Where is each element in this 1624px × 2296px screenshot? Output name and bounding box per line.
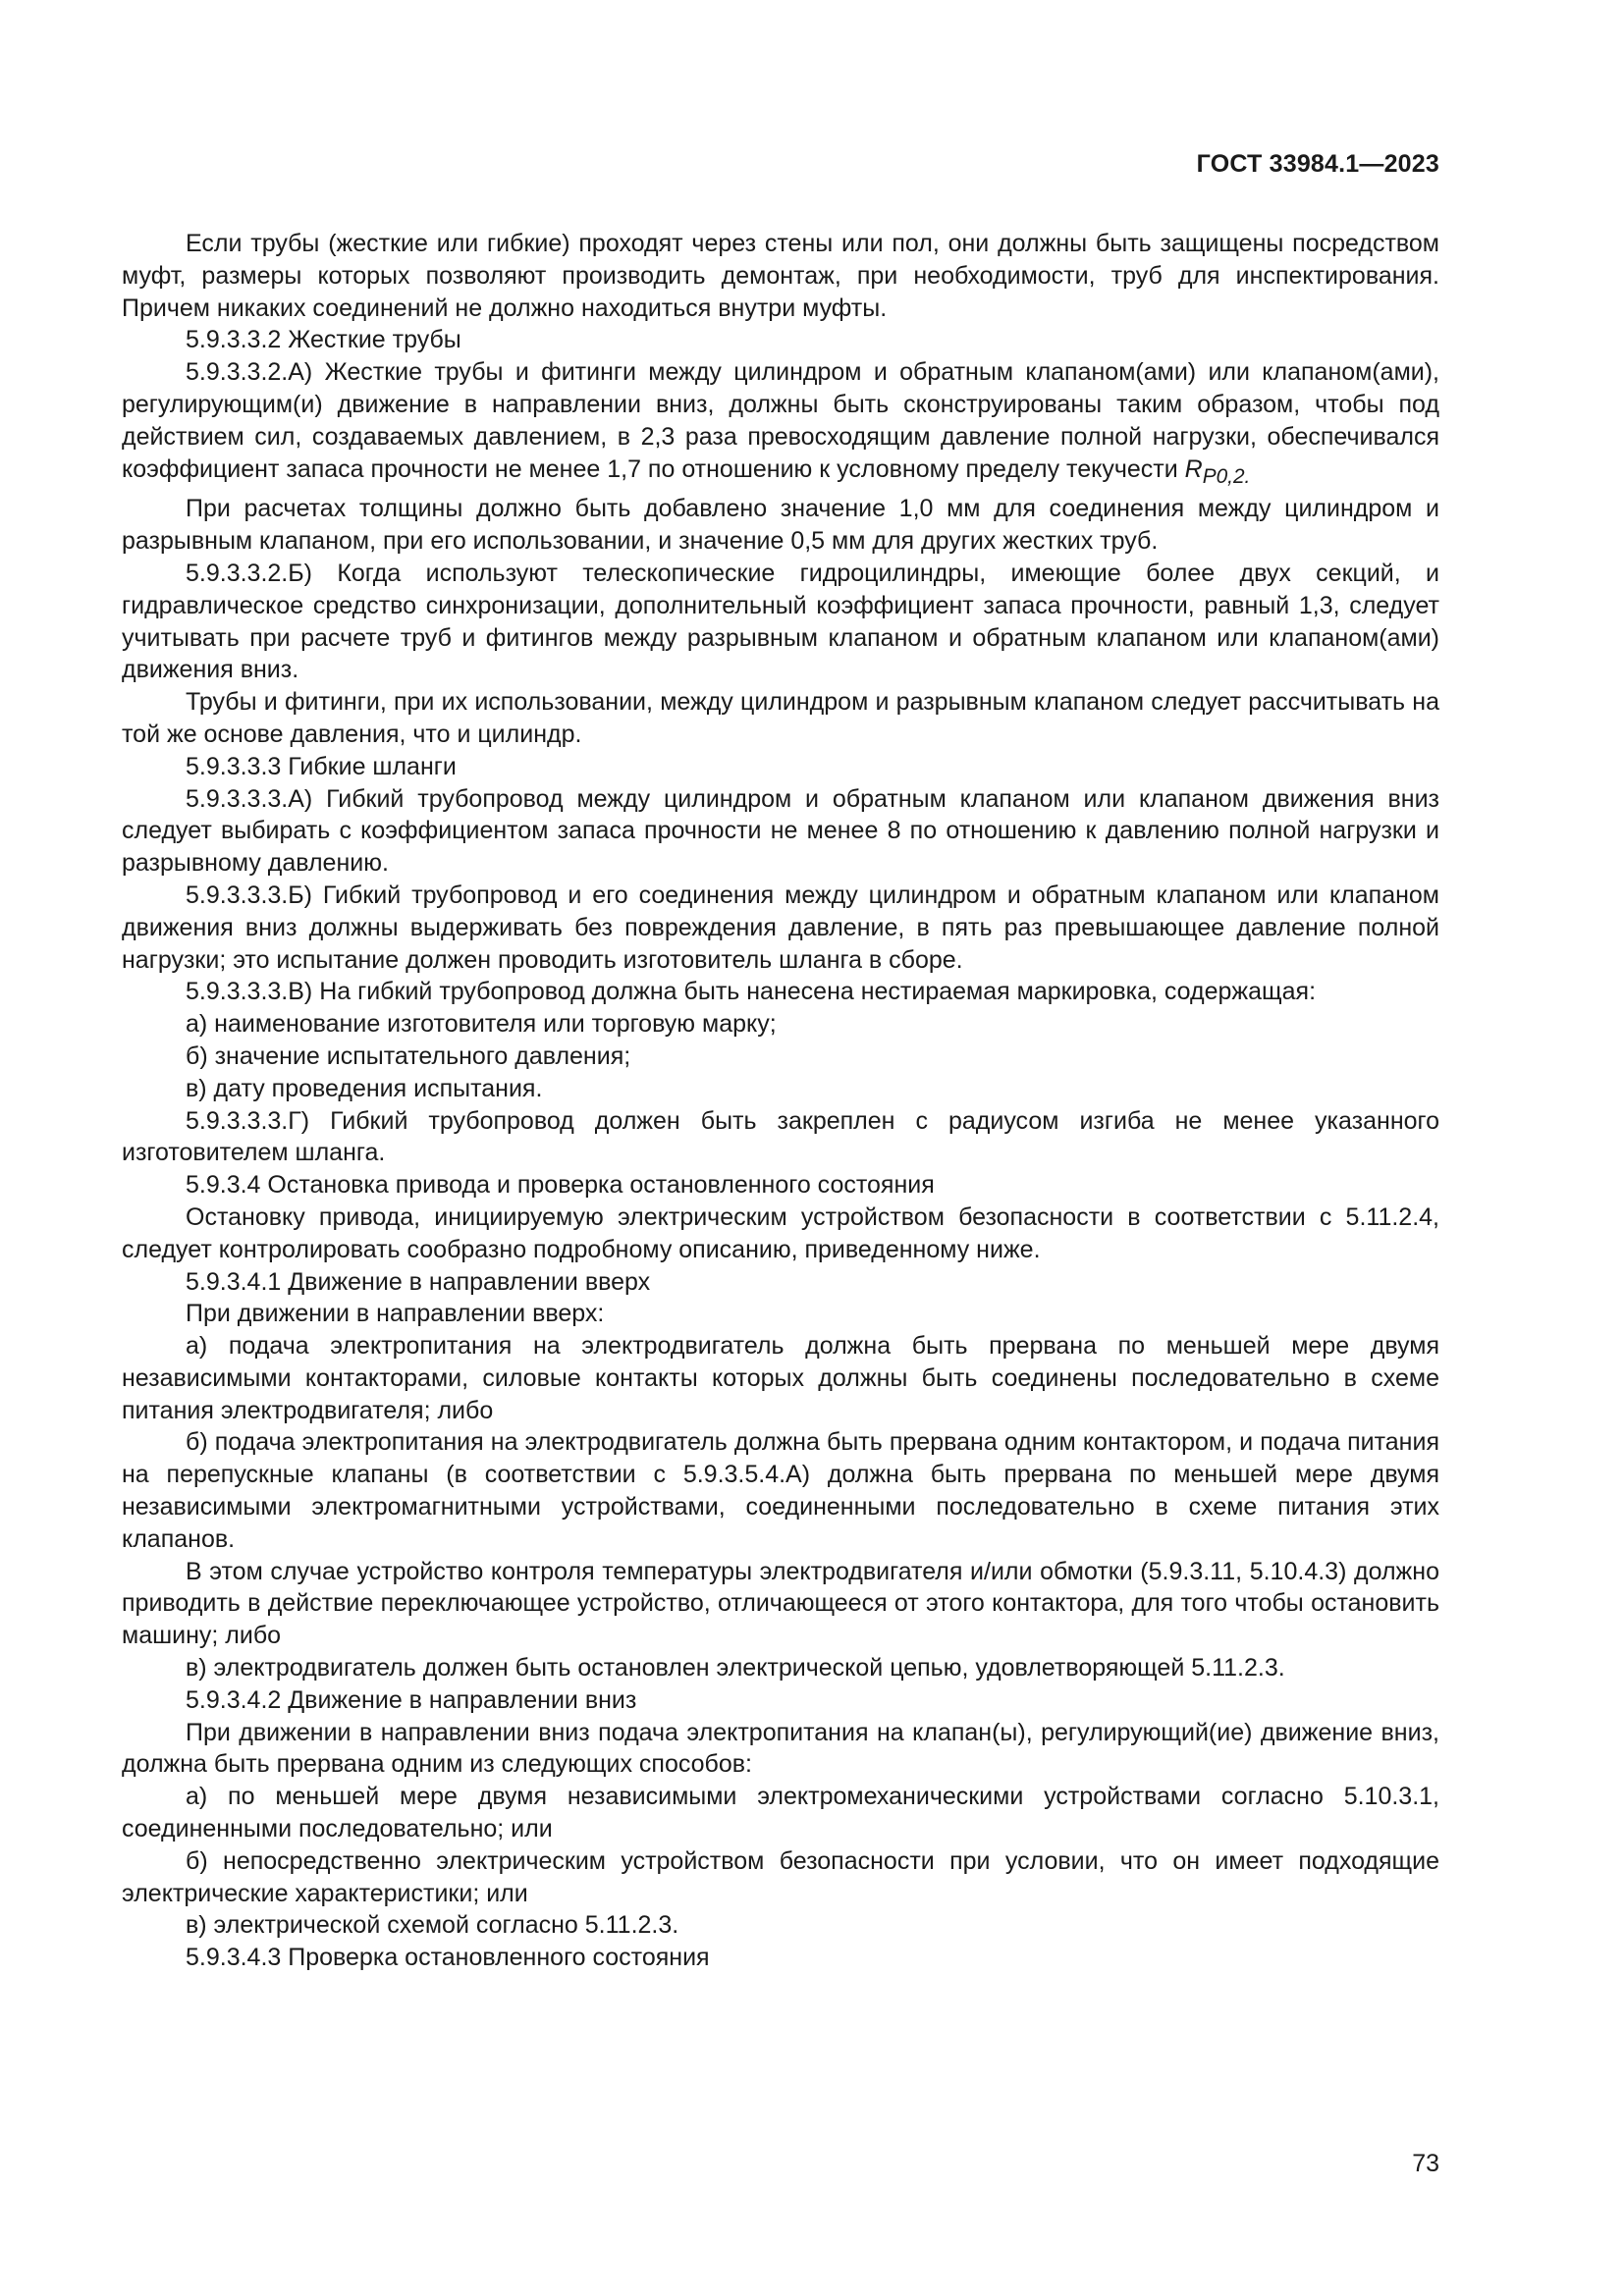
paragraph-flexible-d: 5.9.3.3.3.Г) Гибкий трубопровод должен быть закреплен с радиусом изгиба не менее указанного изготовителем шланга. bbox=[122, 1106, 1439, 1167]
list-item-downward-b: б) непосредственно электрическим устройством безопасности при условии, что он имеет подходящие электрические характеристики; или bbox=[122, 1846, 1439, 1907]
list-item-manufacturer: а) наименование изготовителя или торговую марку; bbox=[186, 1010, 777, 1039]
paragraph-rigid-pipes-a-text: 5.9.3.3.2.А) Жесткие трубы и фитинги между цилиндром и обратным клапаном(ами) или клапаном(ами), регулирующим(и) движение в направлении вниз, должны быть сконструированы таким образом, чтобы под действием сил, создаваемых давлением, в 2,3 раза превосходящим давление полной нагрузки, обеспечивался коэффициент запаса прочности не менее 1,7 по отношению к условному пределу текучести bbox=[122, 358, 1439, 483]
paragraph-rigid-pipes-a bbox=[122, 356, 1439, 493]
section-heading-downward-motion: 5.9.3.4.2 Движение в направлении вниз bbox=[186, 1685, 637, 1714]
paragraph-rigid-pipes-b: 5.9.3.3.2.Б) Когда используют телескопические гидроцилиндры, имеющие более двух секций, и гидравлическое средство синхронизации, дополнительный коэффициент запаса прочности, равный 1,3, следует учитывать при расчете труб и фитингов между разрывным клапаном и обратным клапаном или клапаном(ами) движения вниз. bbox=[122, 559, 1439, 684]
paragraph-flexible-c: 5.9.3.3.3.В) На гибкий трубопровод должна быть нанесена нестираемая маркировка, содержащая: bbox=[186, 978, 1317, 1006]
formula-yield-strength bbox=[1184, 454, 1251, 488]
page-number: 73 bbox=[1412, 2150, 1439, 2177]
paragraph-temperature-control: В этом случае устройство контроля температуры электродвигателя и/или обмотки (5.9.3.11, 5.10.4.3) должно приводить в действие переключающее устройство, отличающееся от этого контактора, для того чтобы остановить машину; либо bbox=[122, 1557, 1439, 1650]
section-heading-drive-stop: 5.9.3.4 Остановка привода и проверка остановленного состояния bbox=[186, 1171, 935, 1200]
section-heading-stopped-state-check: 5.9.3.4.3 Проверка остановленного состояния bbox=[186, 1944, 710, 1972]
document-body bbox=[122, 228, 1439, 1974]
formula-symbol: R bbox=[1184, 454, 1203, 483]
list-item-upward-b: б) подача электропитания на электродвигатель должна быть прервана одним контактором, и подача питания на перепускные клапаны (в соответствии с 5.9.3.5.4.А) должна быть прервана по меньшей мере двумя независимыми электромагнитными устройствами, соединенными последовательно в схеме питания этих клапанов. bbox=[122, 1428, 1439, 1553]
list-item-upward-c: в) электродвигатель должен быть остановлен электрической цепью, удовлетворяющей 5.11.2.3. bbox=[186, 1654, 1285, 1682]
list-item-test-pressure: б) значение испытательного давления; bbox=[186, 1041, 631, 1070]
paragraph-downward-intro: При движении в направлении вниз подача электропитания на клапан(ы), регулирующий(ие) движение вниз, должна быть прервана одним из следующих способов: bbox=[122, 1718, 1439, 1779]
section-heading-upward-motion: 5.9.3.4.1 Движение в направлении вверх bbox=[186, 1267, 651, 1296]
section-heading-rigid-pipes: 5.9.3.3.2 Жесткие трубы bbox=[186, 326, 461, 354]
formula-subscript: P0,2. bbox=[1202, 464, 1251, 488]
paragraph-thickness-calc: При расчетах толщины должно быть добавлено значение 1,0 мм для соединения между цилиндром и разрывным клапаном, при его использовании, и значение 0,5 мм для других жестких труб. bbox=[122, 495, 1439, 556]
paragraph-flexible-b: 5.9.3.3.3.Б) Гибкий трубопровод и его соединения между цилиндром и обратным клапаном или клапаном движения вниз должны выдерживать без повреждения давление, в пять раз превышающее давление полной нагрузки; это испытание должен проводить изготовитель шланга в сборе. bbox=[122, 881, 1439, 974]
list-item-downward-c: в) электрической схемой согласно 5.11.2.3. bbox=[186, 1911, 679, 1940]
paragraph-drive-stop: Остановку привода, инициируемую электрическим устройством безопасности в соответствии с 5.11.2.4, следует контролировать сообразно подробному описанию, приведенному ниже. bbox=[122, 1202, 1439, 1263]
paragraph-pipes-fittings: Трубы и фитинги, при их использовании, между цилиндром и разрывным клапаном следует рассчитывать на той же основе давления, что и цилиндр. bbox=[122, 688, 1439, 748]
list-item-downward-a: а) по меньшей мере двумя независимыми электромеханическими устройствами согласно 5.10.3.1, соединенными последовательно; или bbox=[122, 1783, 1439, 1843]
paragraph-upward-intro: При движении в направлении вверх: bbox=[186, 1300, 605, 1328]
list-item-upward-a: а) подача электропитания на электродвигатель должна быть прервана по меньшей мере двумя независимыми контакторами, силовые контакты которых должны быть соединены последовательно в схеме питания электродвигателя; либо bbox=[122, 1332, 1439, 1424]
paragraph-pipes-through-walls: Если трубы (жесткие или гибкие) проходят через стены или пол, они должны быть защищены посредством муфт, размеры которых позволяют производить демонтаж, при необходимости, труб для инспектирования. Причем никаких соединений не должно находиться внутри муфты. bbox=[122, 230, 1439, 322]
section-heading-flexible-hoses: 5.9.3.3.3 Гибкие шланги bbox=[186, 752, 457, 780]
document-id-header: ГОСТ 33984.1—2023 bbox=[1196, 150, 1439, 178]
paragraph-flexible-a: 5.9.3.3.3.А) Гибкий трубопровод между цилиндром и обратным клапаном или клапаном движения вниз следует выбирать с коэффициентом запаса прочности не менее 8 по отношению к давлению полной нагрузки и разрывному давлению. bbox=[122, 784, 1439, 878]
list-item-test-date: в) дату проведения испытания. bbox=[186, 1074, 543, 1102]
